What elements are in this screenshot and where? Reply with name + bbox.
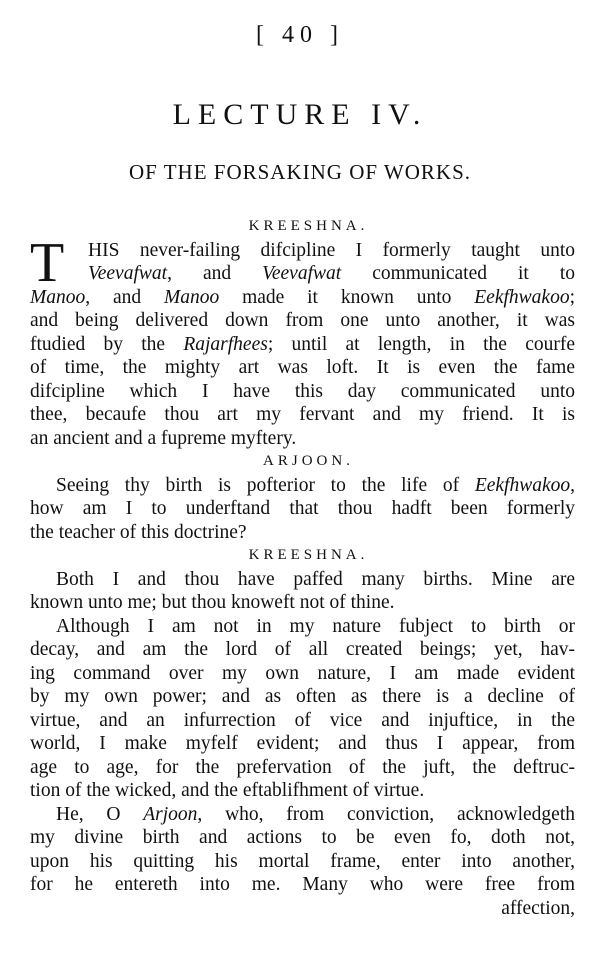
speaker-heading-arjoon: ARJOON. bbox=[263, 453, 354, 469]
paragraph-5 bbox=[30, 803, 575, 921]
paragraph-1-line-8: thee, becaufe thou art my fervant and my friend. It is bbox=[30, 404, 575, 425]
paragraph-4-line-4: by my own power; and as often as there is a decline of bbox=[30, 686, 575, 707]
paragraph-2-line-2: how am I to underftand that thou hadft been formerly bbox=[30, 498, 575, 519]
speaker-heading-kreeshna-2: KREESHNA. bbox=[248, 547, 369, 563]
paragraph-5-line-4: for he entereth into me. Many who were free from bbox=[30, 874, 575, 895]
page-number: [ 40 ] bbox=[256, 22, 344, 48]
catchword: affection, bbox=[501, 897, 575, 919]
paragraph-4-line-3: ing command over my own nature, I am made evident bbox=[30, 662, 575, 684]
paragraph-2-line-1: Seeing thy birth is pofterior to the life of Eekfhwakoo, bbox=[56, 474, 575, 496]
lecture-title: LECTURE IV. bbox=[172, 98, 428, 131]
speaker-heading-kreeshna: KREESHNA. bbox=[248, 218, 369, 234]
paragraph-1 bbox=[30, 231, 576, 451]
paragraph-4-line-1: Although I am not in my nature fubject to birth or bbox=[56, 615, 575, 637]
paragraph-3 bbox=[30, 568, 575, 615]
paragraph-2 bbox=[30, 474, 575, 545]
paragraph-1-line-3: Manoo, and Manoo made it known unto Eekfhwakoo; bbox=[30, 286, 575, 308]
paragraph-5-line-1: He, O Arjoon, who, from conviction, acknowledgeth bbox=[56, 803, 575, 825]
paragraph-1-line-6: of time, the mighty art was loft. It is even the fame bbox=[30, 357, 575, 378]
paragraph-3-line-2: known unto me; but thou knoweft not of thine. bbox=[30, 592, 395, 613]
paragraph-4-line-6: world, I make myfelf evident; and thus I appear, from bbox=[30, 733, 575, 754]
paragraph-4-line-5: virtue, and an infurrection of vice and injuftice, in the bbox=[30, 709, 575, 731]
chapter-title: OF THE FORSAKING OF WORKS. bbox=[128, 160, 472, 184]
paragraph-4 bbox=[30, 615, 575, 803]
paragraph-1-line-9: an ancient and a fupreme myftery. bbox=[30, 427, 297, 449]
paragraph-3-line-1: Both I and thou have paffed many births. Mine are bbox=[56, 568, 575, 590]
paragraph-5-line-3: upon his quitting his mortal frame, enter into another, bbox=[30, 850, 575, 872]
paragraph-5-line-2: my divine birth and actions to be even fo, doth not, bbox=[30, 827, 575, 848]
paragraph-1-line-1: T HIS never-failing difcipline I formerly taught unto bbox=[30, 231, 575, 294]
paragraph-4-line-2: decay, and am the lord of all created beings; yet, hav- bbox=[30, 639, 575, 660]
paragraph-2-line-3: the teacher of this doctrine? bbox=[30, 521, 247, 543]
paragraph-1-line-2: Veevafwat, and Veevafwat communicated it to bbox=[88, 263, 576, 284]
body-text bbox=[30, 215, 575, 920]
paragraph-1-line-4: and being delivered down from one unto another, it was bbox=[30, 310, 575, 331]
paragraph-4-line-8: tion of the wicked, and the eftablifhment of virtue. bbox=[30, 780, 425, 801]
paragraph-1-line-5: ftudied by the Rajarfhees; until at length, in the courfe bbox=[30, 333, 575, 355]
paragraph-1-line-7: difcipline which I have this day communicated unto bbox=[30, 380, 575, 402]
drop-cap: T bbox=[30, 231, 65, 294]
paragraph-4-line-7: age to age, for the prefervation of the juft, the deftruc- bbox=[30, 756, 575, 778]
